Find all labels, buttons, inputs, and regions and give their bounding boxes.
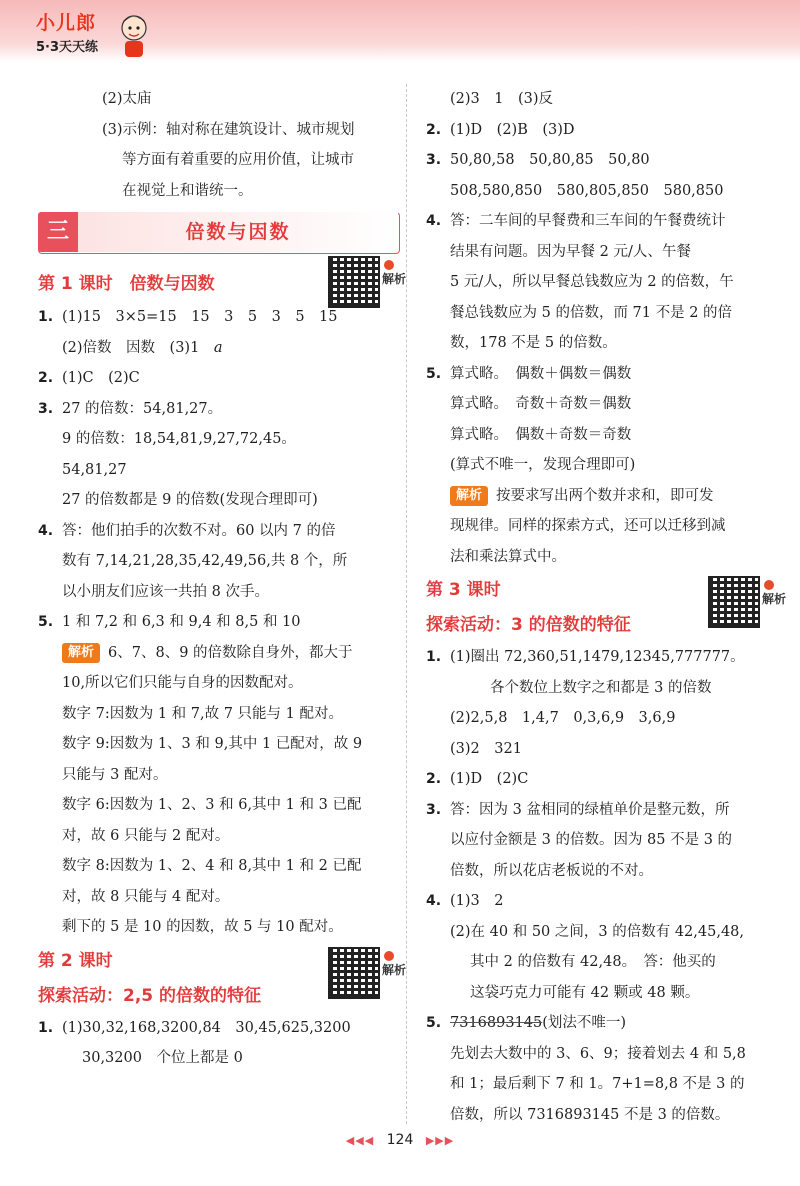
question-number: 5. (426, 365, 442, 382)
section-number: 三 (38, 212, 78, 252)
answer-line (426, 481, 776, 512)
answer-text: (1)圈出 72,360,51,1479,12345,777777。 (450, 649, 745, 665)
answer-line: 餐总钱数应为 5 的倍数，而 71 不是 2 的倍 (450, 304, 733, 321)
answer-line: (算式不唯一，发现合理即可) (450, 457, 636, 473)
play-icon (384, 260, 394, 270)
question-number: 4. (426, 893, 442, 909)
question-number: 4. (426, 213, 442, 229)
analysis-badge: 解析 (450, 486, 488, 506)
activity-3-title: 探索活动：3 的倍数的特征 (426, 615, 631, 635)
answer-text: 1 和 7,2 和 6,3 和 9,4 和 8,5 和 10 (62, 614, 301, 630)
answer-line (426, 1008, 776, 1039)
page-number: 124 (386, 1132, 414, 1148)
section-banner (38, 212, 400, 258)
column-divider (406, 84, 407, 1124)
right-column (426, 84, 787, 1130)
answer-line: 算式略。 偶数＋奇数＝奇数 (450, 426, 632, 443)
answer-line: 现规律。同样的探索方式，还可以迁移到减 (450, 518, 726, 534)
answer-line: 27 的倍数都是 9 的倍数(发现合理即可) (62, 492, 318, 508)
answer-line: 54,81,27 (62, 461, 127, 478)
question-number: 2. (426, 771, 442, 787)
answer-line: (2)2,5,8 1,4,7 0,3,6,9 3,6,9 (450, 710, 676, 726)
answer-line: 5 元/人，所以早餐总钱数应为 2 的倍数，午 (450, 274, 734, 290)
activity-2-title: 探索活动：2,5 的倍数的特征 (38, 985, 262, 1006)
answer-line: 数有 7,14,21,28,35,42,49,56,共 8 个，所 (62, 553, 348, 569)
play-icon (764, 580, 774, 590)
answer-line: 和 1；最后剩下 7 和 1。7+1=8,8 不是 3 的 (450, 1076, 745, 1092)
answer-line (38, 302, 400, 333)
question-number: 4. (38, 522, 54, 539)
answer-line: 数字 7:因数为 1 和 7,故 7 只能与 1 配对。 (62, 705, 343, 722)
answer-line: 以小朋友们应该一共拍 8 次手。 (62, 583, 269, 600)
answer-line (426, 206, 776, 237)
answer-text: (1)D (2)B (3)D (450, 121, 575, 138)
answer-line: 对，故 6 只能与 2 配对。 (62, 827, 230, 844)
left-arrows-icon: ◀◀◀ (345, 1134, 375, 1147)
answer-line: 倍数，所以 7316893145 不是 3 的倍数。 (450, 1106, 730, 1123)
answer-line: 结果有问题。因为早餐 2 元/人、午餐 (450, 243, 691, 260)
answer-line: 先划去大数中的 3、6、9；接着划去 4 和 5,8 (450, 1045, 746, 1062)
analysis-text: 按要求写出两个数并求和，即可发 (496, 487, 714, 504)
qr-label: 解析 (382, 962, 407, 977)
answer-line (426, 886, 776, 917)
answer-text: (1)15 3×5=15 15 3 5 3 5 15 (62, 309, 338, 325)
lesson-2-title: 第 2 课时 (38, 950, 113, 971)
left-column (38, 84, 407, 1074)
answer-line: 对，故 8 只能与 4 配对。 (62, 888, 230, 905)
answer-line (426, 359, 776, 390)
answer-text: 50,80,58 50,80,85 50,80 (450, 152, 650, 168)
answer-line: 以应付金额是 3 的倍数。因为 85 不是 3 的 (450, 832, 733, 848)
question-number: 5. (38, 614, 54, 630)
lesson-3-title: 第 3 课时 (426, 580, 501, 600)
answer-line: (3)示例：轴对称在建筑设计、城市规划 (102, 121, 355, 138)
question-number: 3. (426, 152, 442, 168)
answer-line: 其中 2 的倍数有 42,48。 答：他买的 (470, 954, 716, 970)
answer-line (38, 516, 400, 547)
answer-line: 只能与 3 配对。 (62, 766, 168, 783)
answer-text: 答：二车间的早餐费和三车间的午餐费统计 (450, 213, 726, 229)
question-number: 1. (38, 309, 54, 325)
answer-text: (划法不唯一) (542, 1015, 627, 1031)
question-number: 3. (426, 801, 442, 818)
answer-line: 算式略。 奇数＋奇数＝偶数 (450, 396, 632, 412)
answer-line (426, 115, 776, 146)
brand-name: 小儿郎 (36, 12, 97, 34)
answer-line: 各个数位上数字之和都是 3 的倍数 (490, 679, 712, 696)
answer-line: 这袋巧克力可能有 42 颗或 48 颗。 (470, 984, 700, 1001)
answer-line (38, 363, 400, 394)
mascot-icon (116, 12, 152, 60)
answer-line (426, 795, 776, 826)
answer-line: 508,580,850 580,805,850 580,850 (450, 182, 724, 199)
section-title: 倍数与因数 (185, 221, 291, 243)
analysis-badge: 解析 (62, 643, 100, 663)
answer-text: 算式略。 偶数＋偶数＝偶数 (450, 365, 632, 382)
play-icon (384, 951, 394, 961)
qr-label: 解析 (762, 592, 787, 606)
qr-label: 解析 (382, 272, 407, 286)
answer-text: (1)3 2 (450, 893, 504, 909)
page-footer (0, 1132, 800, 1148)
lesson-1-heading (38, 266, 407, 302)
answer-line: 数字 6:因数为 1、2、3 和 6,其中 1 和 3 已配 (62, 797, 362, 813)
answer-text: 答：因为 3 盆相同的绿植单价是整元数，所 (450, 801, 730, 818)
question-number: 2. (426, 121, 442, 138)
answer-line (38, 638, 400, 669)
answer-line: (2)3 1 (3)反 (450, 91, 554, 107)
answer-line: 30,3200 个位上都是 0 (82, 1050, 243, 1066)
struck-number: 7316893145 (450, 1015, 543, 1031)
lesson-3-heading (426, 572, 787, 608)
variable-a: a (213, 339, 223, 356)
answer-text: 27 的倍数：54,81,27。 (62, 400, 223, 417)
answer-text: (1)30,32,168,3200,84 30,45,625,3200 (62, 1019, 351, 1036)
analysis-text: 6、7、8、9 的倍数除自身外，都大于 (108, 644, 353, 661)
answer-line: 9 的倍数：18,54,81,9,27,72,45。 (62, 431, 296, 447)
answer-line: 数字 9:因数为 1、3 和 9,其中 1 已配对，故 9 (62, 736, 363, 752)
qr-code-icon[interactable] (328, 256, 380, 308)
answer-line: 倍数，所以花店老板说的不对。 (450, 862, 653, 879)
lesson-2-heading (38, 943, 407, 979)
right-arrows-icon: ▶▶▶ (425, 1134, 455, 1147)
answer-line: 10,所以它们只能与自身的因数配对。 (62, 675, 303, 691)
answer-line (426, 642, 776, 673)
answer-line: 数字 8:因数为 1、2、4 和 8,其中 1 和 2 已配 (62, 858, 362, 874)
answer-line: (3)2 321 (450, 740, 522, 757)
series-name: 5·3天天练 (36, 40, 99, 55)
question-number: 3. (38, 400, 54, 417)
answer-line: (2)在 40 和 50 之间，3 的倍数有 42,45,48, (450, 923, 744, 940)
brand-logo (36, 8, 146, 62)
question-number: 5. (426, 1015, 442, 1031)
answer-line (38, 394, 400, 425)
answer-line: 剩下的 5 是 10 的因数，故 5 与 10 配对。 (62, 919, 343, 935)
question-number: 1. (426, 649, 442, 665)
answer-line: 法和乘法算式中。 (450, 548, 566, 565)
answer-line: 在视觉上和谐统一。 (122, 182, 253, 199)
answer-text: (1)D (2)C (450, 771, 529, 787)
answer-line (38, 607, 400, 638)
answer-line: 数，178 不是 5 的倍数。 (450, 335, 617, 351)
lesson-1-title: 第 1 课时 倍数与因数 (38, 274, 215, 294)
answer-line (38, 1013, 400, 1044)
answer-text: (2)倍数 因数 (3)1 (62, 339, 214, 356)
question-number: 1. (38, 1019, 54, 1036)
question-number: 2. (38, 370, 54, 386)
answer-line (38, 333, 400, 364)
answer-line (426, 764, 776, 795)
answer-text: (1)C (2)C (62, 370, 140, 386)
answer-line: (2)太庙 (102, 91, 152, 107)
answer-line (426, 145, 776, 176)
answer-text: 答：他们拍手的次数不对。60 以内 7 的倍 (62, 522, 336, 539)
answer-line: 等方面有着重要的应用价值，让城市 (122, 152, 354, 168)
